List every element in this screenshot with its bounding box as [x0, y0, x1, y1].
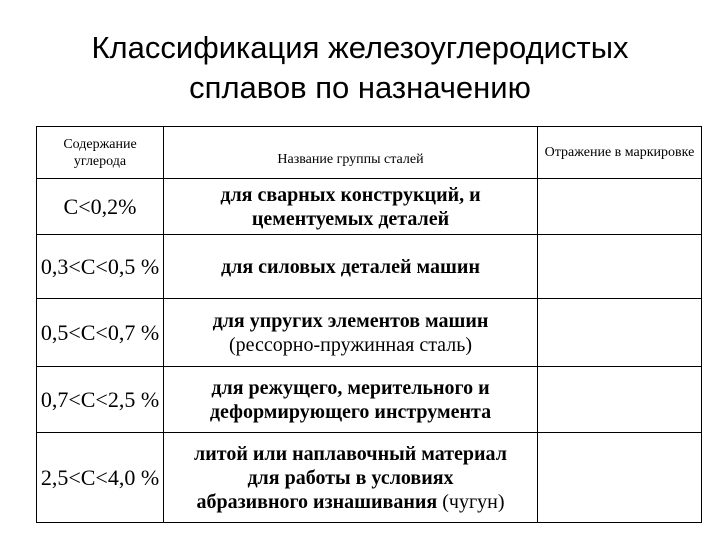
group-cell — [164, 235, 538, 299]
group-cell — [164, 433, 538, 523]
marking-cell — [538, 179, 702, 235]
carbon-cell: 2,5<С<4,0 % — [37, 433, 164, 523]
carbon-cell: 0,7<С<2,5 % — [37, 367, 164, 433]
group-line: абразивного изнашивания (чугун) — [196, 490, 505, 513]
table-row — [37, 299, 702, 367]
table-row — [37, 179, 702, 235]
header-marking: Отражение в маркировке — [538, 127, 702, 179]
group-line: для сварных конструкций, и — [220, 183, 481, 206]
marking-cell — [538, 433, 702, 523]
group-line: (рессорно-пружинная сталь) — [228, 333, 472, 356]
table-row — [37, 433, 702, 523]
carbon-cell: С<0,2% — [37, 179, 164, 235]
marking-cell — [538, 299, 702, 367]
page-title — [0, 28, 720, 108]
group-line: цементуемых деталей — [251, 207, 450, 230]
group-line: деформирующего инструмента — [209, 400, 492, 423]
group-cell — [164, 179, 538, 235]
group-cell — [164, 367, 538, 433]
group-line: для режущего, мерительного и — [211, 376, 490, 399]
table-header-row — [37, 127, 702, 179]
header-group: Название группы сталей — [164, 127, 538, 179]
group-line: для работы в условиях — [247, 466, 454, 489]
group-line: литой или наплавочный материал — [194, 442, 507, 465]
carbon-cell: 0,5<С<0,7 % — [37, 299, 164, 367]
group-line: для силовых деталей машин — [221, 255, 480, 278]
steel-classification-table — [36, 126, 702, 523]
table-row — [37, 235, 702, 299]
header-carbon: Содержание углерода — [37, 127, 164, 179]
group-cell — [164, 299, 538, 367]
marking-cell — [538, 235, 702, 299]
marking-cell — [538, 367, 702, 433]
carbon-cell: 0,3<С<0,5 % — [37, 235, 164, 299]
group-line: для упругих элементов машин — [212, 309, 489, 332]
title-line-1: Классификация железоуглеродистых — [91, 30, 629, 65]
table-row — [37, 367, 702, 433]
title-line-2: сплавов по назначению — [189, 70, 531, 105]
